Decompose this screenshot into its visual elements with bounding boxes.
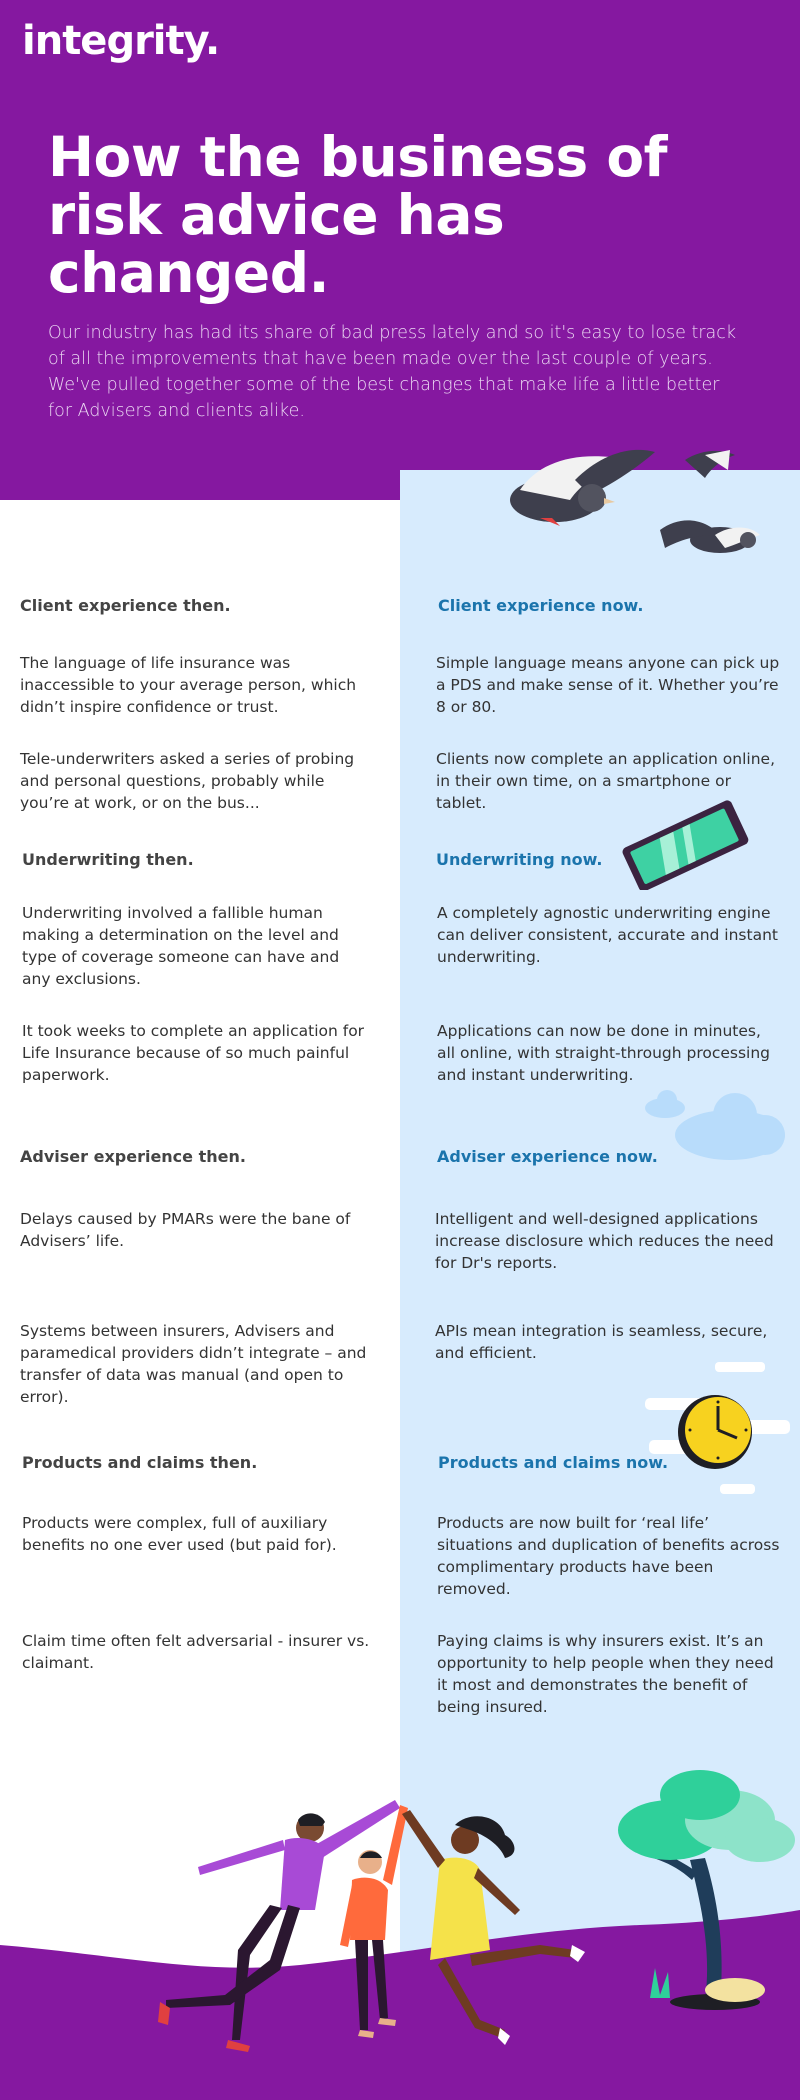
- brand-logo[interactable]: integrity.: [22, 18, 220, 64]
- footer-illustration: [0, 1740, 800, 2100]
- page-title: How the business of risk advice has changed.: [48, 125, 668, 305]
- client-now-paragraph-1: Simple language means anyone can pick up a PDS and make sense of it. Whether you’re 8 or 80.: [436, 654, 780, 716]
- underwriting-then-paragraph-1: Underwriting involved a fallible human making a determination on the level and type of coverage someone can have and any exclusions.: [22, 904, 340, 988]
- products-claims-then-heading: Products and claims then.: [22, 1453, 258, 1472]
- adviser-then-paragraph-1: Delays caused by PMARs were the bane of Advisers’ life.: [20, 1210, 351, 1250]
- client-then-paragraph-1: The language of life insurance was inaccessible to your average person, which didn’t inspire confidence or trust.: [20, 654, 357, 716]
- pigeons-icon: [480, 440, 780, 570]
- cloud-icon: [645, 1090, 795, 1170]
- adviser-then-paragraph-2: Systems between insurers, Advisers and paramedical providers didn’t integrate – and transfer of data was manual (and open to error).: [20, 1322, 367, 1406]
- products-now-paragraph-1: Products are now built for ‘real life’ situations and duplication of benefits across complimentary products have been removed.: [437, 1514, 780, 1598]
- intro-paragraph: Our industry has had its share of bad press lately and so it's easy to lose track of all the improvements that have been made over the last couple of years. We've pulled together some of the best changes that make life a little better for Advisers and clients alike.: [48, 323, 737, 421]
- products-then-paragraph-1: Products were complex, full of auxiliary benefits no one ever used (but paid for).: [22, 1514, 337, 1554]
- claims-now-paragraph-2: Paying claims is why insurers exist. It’s an opportunity to help people when they need it most and demonstrates the benefit of being insured.: [437, 1632, 774, 1716]
- adviser-now-paragraph-1: Intelligent and well-designed applications increase disclosure which reduces the need for Dr's reports.: [435, 1210, 774, 1272]
- client-now-paragraph-2: Clients now complete an application online, in their own time, on a smartphone or tablet.: [436, 750, 775, 812]
- underwriting-now-heading: Underwriting now.: [436, 850, 603, 869]
- underwriting-then-paragraph-2: It took weeks to complete an application for Life Insurance because of so much painful paperwork.: [22, 1022, 365, 1084]
- client-then-paragraph-2: Tele-underwriters asked a series of probing and personal questions, probably while you’re at work, or on the bus...: [20, 750, 355, 812]
- adviser-now-paragraph-2: APIs mean integration is seamless, secure, and efficient.: [435, 1322, 768, 1362]
- client-experience-now-heading: Client experience now.: [438, 596, 644, 615]
- claims-then-paragraph-2: Claim time often felt adversarial - insurer vs. claimant.: [22, 1632, 370, 1672]
- adviser-experience-then-heading: Adviser experience then.: [20, 1147, 246, 1166]
- underwriting-now-paragraph-1: A completely agnostic underwriting engine can deliver consistent, accurate and instant underwriting.: [437, 904, 778, 966]
- underwriting-now-paragraph-2: Applications can now be done in minutes, all online, with straight-through processing and instant underwriting.: [437, 1022, 771, 1084]
- adviser-experience-now-heading: Adviser experience now.: [437, 1147, 658, 1166]
- client-experience-then-heading: Client experience then.: [20, 596, 231, 615]
- underwriting-then-heading: Underwriting then.: [22, 850, 194, 869]
- clock-icon: [645, 1360, 790, 1500]
- products-claims-now-heading: Products and claims now.: [438, 1453, 669, 1472]
